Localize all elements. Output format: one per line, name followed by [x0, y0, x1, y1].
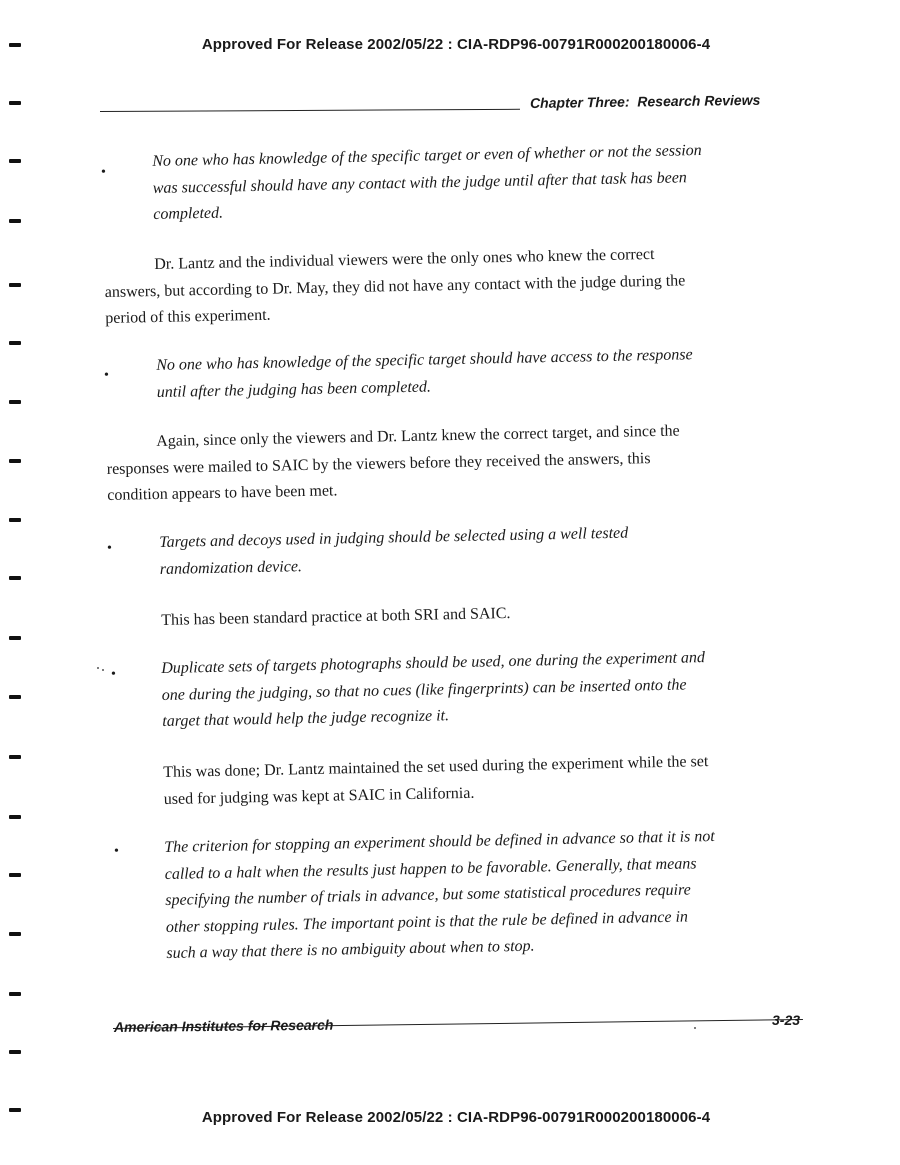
criterion-line: The criterion for stopping an experiment should be defined in advance so that it is not — [164, 827, 715, 856]
binding-mark — [9, 636, 21, 640]
binding-mark — [9, 992, 21, 996]
binding-mark — [9, 283, 21, 287]
criterion-text — [161, 645, 706, 735]
note-line: Again, since only the viewers and Dr. Lantz knew the correct target, and since the — [156, 422, 680, 450]
review-note — [161, 601, 511, 635]
header-rule — [100, 109, 520, 112]
criterion-line: target that would help the judge recognize it. — [162, 707, 450, 730]
criterion-line: such a way that there is no ambiguity about when to stop. — [166, 937, 535, 962]
binding-mark — [9, 459, 21, 463]
criterion-line: specifying the number of trials in advance, but some statistical procedures require — [165, 881, 691, 909]
criterion-line: called to a halt when the results just happen to be favorable. Generally, that means — [164, 854, 697, 883]
criterion-line: Duplicate sets of targets photographs should be used, one during the experiment and — [161, 649, 706, 677]
criterion-line: until after the judging has been completed. — [156, 377, 432, 401]
binding-mark — [9, 400, 21, 404]
criterion-line: No one who has knowledge of the specific target should have access to the response — [156, 346, 693, 374]
criterion-line: one during the judging, so that no cues (like fingerprints) can be inserted onto the — [161, 675, 687, 704]
review-note — [163, 749, 709, 813]
note-line: period of this experiment. — [105, 306, 271, 327]
binding-mark — [9, 755, 21, 759]
criterion-line: other stopping rules. The important point is that the rule be defined in advance in — [165, 908, 689, 936]
criterion-line: Targets and decoys used in judging should be selected using a well tested — [159, 524, 629, 551]
criterion-line: No one who has knowledge of the specific target or even of whether or not the session — [152, 141, 702, 170]
bullet-point: • — [104, 368, 109, 383]
criterion-line: completed. — [153, 204, 224, 223]
binding-mark — [9, 518, 21, 522]
scan-speck — [694, 1027, 696, 1029]
binding-mark — [9, 341, 21, 345]
criterion-line: was successful should have any contact with the judge until after that task has been — [152, 168, 688, 197]
binding-mark — [9, 695, 21, 699]
criterion-text — [156, 342, 693, 406]
note-line: responses were mailed to SAIC by the viewers before they received the answers, this — [106, 449, 651, 478]
note-line: This has been standard practice at both SRI and SAIC. — [161, 604, 511, 629]
binding-mark — [9, 219, 21, 223]
note-line: used for judging was kept at SAIC in California. — [163, 784, 475, 808]
binding-mark — [9, 1050, 21, 1054]
release-stamp-bottom: Approved For Release 2002/05/22 : CIA-RDP96-00791R000200180006-4 — [201, 1109, 711, 1126]
criterion-line: randomization device. — [159, 557, 303, 578]
release-stamp-top: Approved For Release 2002/05/22 : CIA-RDP96-00791R000200180006-4 — [201, 36, 711, 53]
note-line: answers, but according to Dr. May, they did not have any contact with the judge during the — [104, 271, 686, 301]
review-note — [106, 418, 681, 509]
bullet-point: • — [107, 541, 112, 556]
binding-mark — [9, 101, 21, 105]
footer-organization: American Institutes for Research — [113, 1016, 334, 1035]
binding-mark — [9, 1108, 21, 1112]
binding-mark — [9, 576, 21, 580]
scan-speck — [102, 669, 104, 671]
criterion-text — [164, 824, 717, 968]
binding-mark — [9, 873, 21, 877]
binding-mark — [9, 932, 21, 936]
binding-mark — [9, 159, 21, 163]
criterion-text — [152, 138, 703, 229]
criterion-text — [159, 521, 629, 583]
scan-speck — [97, 667, 99, 669]
note-line: Dr. Lantz and the individual viewers were the only ones who knew the correct — [154, 245, 655, 273]
note-line: condition appears to have been met. — [107, 482, 338, 504]
page-number: 3-23 — [772, 1012, 801, 1028]
bullet-point: • — [101, 165, 106, 180]
note-line: This was done; Dr. Lantz maintained the set used during the experiment while the set — [163, 753, 709, 781]
bullet-point: • — [114, 844, 119, 859]
bullet-point: • — [111, 667, 116, 682]
binding-mark — [9, 815, 21, 819]
binding-mark — [9, 43, 21, 47]
review-note — [104, 241, 686, 332]
chapter-heading: Chapter Three: Research Reviews — [529, 91, 761, 111]
